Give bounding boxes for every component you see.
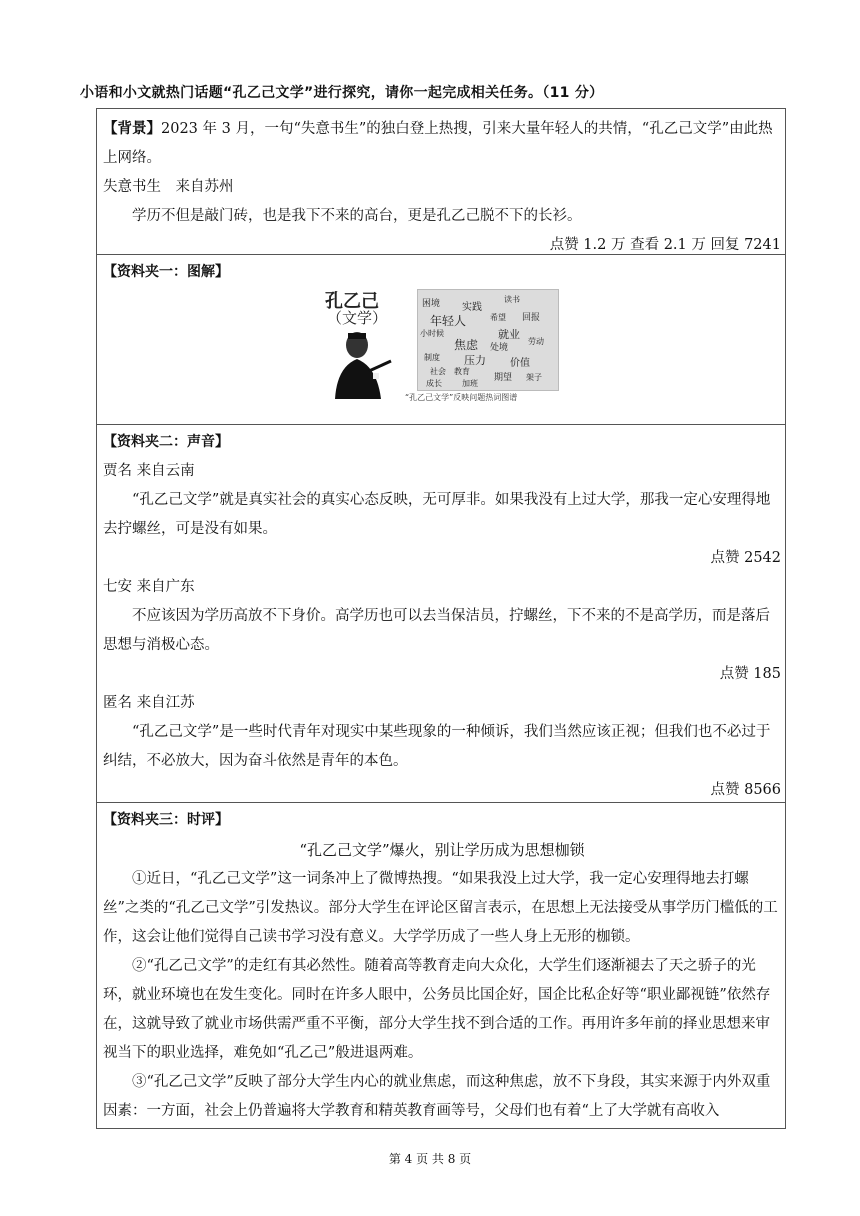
portrait-subtitle: （文学） <box>327 309 388 327</box>
folder1-label: 【资料夹一：图解】 <box>103 264 229 280</box>
word-cloud-caption: “孔乙己文学”反映问题热词图谱 <box>405 393 518 402</box>
comment-item <box>103 457 781 573</box>
word-cloud-figure <box>317 287 567 412</box>
background-text <box>103 115 781 173</box>
material-table <box>96 108 786 1129</box>
cloud-word: 小时候 <box>420 329 444 338</box>
comment-text: “孔乙己文学”是一些时代青年对现实中某些现象的一种倾诉，我们当然应该正视；但我们也不必过于纠结，不必放大，因为奋斗依然是青年的本色。 <box>103 724 771 769</box>
cloud-word: 希望 <box>490 313 506 322</box>
background-label: 【背景】 <box>103 121 161 137</box>
background-stats: 点赞 1.2 万 查看 2.1 万 回复 7241 <box>549 237 781 253</box>
page-footer: 第 4 页 共 8 页 <box>388 1152 472 1166</box>
background-author: 失意书生 来自苏州 <box>103 179 234 195</box>
background-quote: 学历不但是敲门砖，也是我下不来的高台，更是孔乙己脱不下的长衫。 <box>132 208 582 224</box>
intro-instruction: 小语和小文就热门话题“孔乙己文学”进行探究，请你一起完成相关任务。（11 分） <box>80 85 604 101</box>
cloud-word: 困境 <box>422 299 441 309</box>
folder2-label: 【资料夹二：声音】 <box>103 434 229 450</box>
article-title: “孔乙己文学”爆火，别让学历成为思想枷锁 <box>299 841 585 859</box>
background-section <box>97 109 785 255</box>
cloud-word: 价值 <box>510 358 530 369</box>
comment-text: “孔乙己文学”就是真实社会的真实心态反映，无可厚非。如果我没有上过大学，那我一定心安理得地去拧螺丝，可是没有如果。 <box>103 492 771 537</box>
folder2-section <box>97 425 785 803</box>
cloud-word: 社会 <box>430 367 446 376</box>
cloud-word: 实践 <box>462 302 482 313</box>
portrait-figure-icon <box>317 287 417 402</box>
comment-author: 匿名 来自江苏 <box>103 695 195 711</box>
cloud-word: 处境 <box>490 343 509 353</box>
cloud-word: 教育 <box>454 367 470 376</box>
comment-item <box>103 689 781 805</box>
comment-likes: 点赞 8566 <box>710 782 781 798</box>
portrait-title: 孔乙己 <box>325 291 379 312</box>
comment-likes: 点赞 185 <box>719 666 781 682</box>
kong-yiji-portrait <box>317 287 417 402</box>
cloud-word: 架子 <box>526 373 542 382</box>
comment-likes: 点赞 2542 <box>710 550 781 566</box>
cloud-word: 回报 <box>522 313 541 323</box>
cloud-word: 加班 <box>462 379 478 388</box>
article-paragraph: ①近日，“孔乙己文学”这一词条冲上了微博热搜。“如果我没上过大学，我一定心安理得地去打螺丝”之类的“孔乙己文学”引发热议。部分大学生在评论区留言表示，在思想上无法接受从事学历门槛低的工作，这会让他们觉得自己读书学习没有意义。大学学历成了一些人身上无形的枷锁。 <box>103 871 778 945</box>
word-cloud <box>417 289 559 391</box>
article-paragraph: ②“孔乙己文学”的走红有其必然性。随着高等教育走向大众化，大学生们逐渐褪去了天之骄子的光环，就业环境也在发生变化。同时在许多人眼中，公务员比国企好，国企比私企好等“职业鄙视链”依然存在，这就导致了就业市场供需严重不平衡，部分大学生找不到合适的工作。再用许多年前的择业思想来审视当下的职业选择，难免如“孔乙己”般进退两难。 <box>103 958 771 1061</box>
article-paragraph: ③“孔乙己文学”反映了部分大学生内心的就业焦虑，而这种焦虑，放不下身段，其实来源于内外双重因素：一方面，社会上仍普遍将大学教育和精英教育画等号，父母们也有着“上了大学就有高收入 <box>103 1074 771 1119</box>
cloud-word: 年轻人 <box>430 314 467 328</box>
cloud-word: 劳动 <box>528 337 544 346</box>
cloud-word: 成长 <box>426 379 442 388</box>
comment-item <box>103 573 781 689</box>
cloud-word: 期望 <box>494 373 513 383</box>
comment-author: 贾名 来自云南 <box>103 463 195 479</box>
folder3-label: 【资料夹三：时评】 <box>103 812 229 828</box>
background-body: 2023 年 3 月，一句“失意书生”的独白登上热搜，引来大量年轻人的共情，“孔乙己文学”由此热上网络。 <box>103 121 773 166</box>
cloud-word: 焦虑 <box>454 338 479 352</box>
cloud-word: 压力 <box>464 354 486 367</box>
cloud-word: 就业 <box>498 328 520 341</box>
cloud-word: 制度 <box>424 353 440 362</box>
cloud-word: 读书 <box>504 295 520 304</box>
comment-author: 七安 来自广东 <box>103 579 195 595</box>
comment-text: 不应该因为学历高放不下身价。高学历也可以去当保洁员，拧螺丝，下不来的不是高学历，而是落后思想与消极心态。 <box>103 608 770 653</box>
folder3-section <box>97 803 785 1128</box>
folder1-section <box>97 255 785 425</box>
